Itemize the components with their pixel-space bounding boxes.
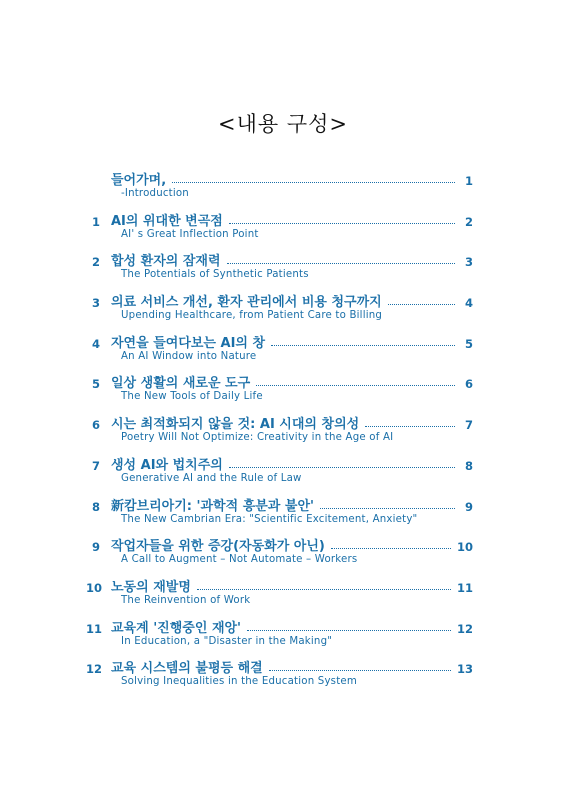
- page-number: 5: [464, 336, 473, 351]
- dot-leader: [320, 508, 455, 509]
- entry-subtitle: Solving Inequalities in the Education System: [121, 676, 357, 688]
- page-number: 4: [464, 296, 473, 311]
- page-number: 8: [464, 458, 473, 473]
- toc-entry-4[interactable]: [0, 331, 566, 372]
- entry-title: 新캄브리아기: '과학적 흥분과 불안': [111, 498, 314, 514]
- toc-entry-intro[interactable]: [0, 168, 566, 209]
- entry-number: 11: [85, 621, 102, 636]
- entry-subtitle: In Education, a "Disaster in the Making": [121, 635, 333, 647]
- entry-subtitle: Poetry Will Not Optimize: Creativity in the Age of AI: [121, 432, 394, 444]
- entry-subtitle: The Reinvention of Work: [121, 594, 251, 606]
- toc-entry-5[interactable]: [0, 371, 566, 412]
- entry-subtitle: Generative AI and the Rule of Law: [121, 472, 302, 484]
- dot-leader: [256, 385, 455, 386]
- dot-leader: [269, 670, 451, 671]
- entry-subtitle: AI' s Great Inflection Point: [121, 228, 259, 240]
- entry-title: 교육계 '진행중인 재앙': [111, 620, 242, 636]
- entry-title: 생성 AI와 법치주의: [111, 457, 223, 473]
- page-number: 10: [456, 540, 473, 555]
- entry-number: 5: [91, 377, 100, 392]
- toc-entry-9[interactable]: [0, 534, 566, 575]
- dot-leader: [197, 589, 451, 590]
- dot-leader: [247, 630, 451, 631]
- entry-title: 일상 생활의 새로운 도구: [111, 376, 251, 392]
- entry-number: 12: [85, 662, 102, 677]
- entry-title: 합성 환자의 잠재력: [111, 254, 221, 270]
- page-number: 13: [456, 662, 473, 677]
- table-of-contents: [0, 168, 566, 697]
- toc-entry-6[interactable]: [0, 412, 566, 453]
- toc-entry-7[interactable]: [0, 453, 566, 494]
- entry-title: 시는 최적화되지 않을 것: AI 시대의 창의성: [111, 417, 360, 433]
- entry-number: 3: [91, 296, 100, 311]
- entry-subtitle: An AI Window into Nature: [121, 350, 257, 362]
- entry-number: 9: [91, 540, 100, 555]
- toc-entry-3[interactable]: [0, 290, 566, 331]
- entry-number: 2: [91, 255, 100, 270]
- entry-title: 노동의 재발명: [111, 579, 191, 595]
- toc-entry-1[interactable]: [0, 209, 566, 250]
- toc-entry-10[interactable]: [0, 575, 566, 616]
- page-number: 9: [464, 499, 473, 514]
- page-number: 3: [464, 255, 473, 270]
- page-number: 12: [456, 621, 473, 636]
- entry-subtitle: The Potentials of Synthetic Patients: [121, 269, 309, 281]
- entry-number: 4: [91, 336, 100, 351]
- page-number: 7: [464, 418, 473, 433]
- entry-number: 1: [91, 214, 100, 229]
- entry-title: 작업자들을 위한 증강(자동화가 아닌): [111, 539, 325, 555]
- dot-leader: [229, 223, 455, 224]
- entry-subtitle: The New Tools of Daily Life: [121, 391, 263, 403]
- page-title: <내용 구성>: [217, 112, 348, 136]
- page-number: 2: [464, 214, 473, 229]
- toc-entry-8[interactable]: [0, 494, 566, 535]
- dot-leader: [229, 467, 455, 468]
- dot-leader: [271, 345, 455, 346]
- dot-leader: [388, 304, 455, 305]
- toc-entry-2[interactable]: [0, 249, 566, 290]
- toc-entry-11[interactable]: [0, 616, 566, 657]
- toc-entry-12[interactable]: [0, 656, 566, 697]
- dot-leader: [331, 548, 451, 549]
- dot-leader: [365, 426, 455, 427]
- dot-leader: [227, 263, 455, 264]
- entry-title: 교육 시스템의 불평등 해결: [111, 661, 263, 677]
- entry-number: 10: [85, 580, 102, 595]
- entry-subtitle: -Introduction: [121, 188, 189, 199]
- dot-leader: [172, 182, 455, 183]
- entry-subtitle: Upending Healthcare, from Patient Care to Billing: [121, 310, 383, 322]
- entry-title: 의료 서비스 개선, 환자 관리에서 비용 청구까지: [111, 295, 382, 311]
- page-number: 6: [464, 377, 473, 392]
- entry-title: AI의 위대한 변곡점: [111, 213, 223, 229]
- entry-subtitle: A Call to Augment – Not Automate – Workers: [121, 554, 358, 566]
- entry-title: 자연을 들여다보는 AI의 창: [111, 335, 266, 351]
- entry-number: 6: [91, 418, 100, 433]
- entry-title: 들어가며,: [111, 173, 167, 188]
- entry-subtitle: The New Cambrian Era: "Scientific Excitement, Anxiety": [121, 513, 418, 525]
- page-number: 1: [464, 174, 473, 188]
- entry-number: 7: [91, 458, 100, 473]
- entry-number: 8: [91, 499, 100, 514]
- page-number: 11: [456, 580, 473, 595]
